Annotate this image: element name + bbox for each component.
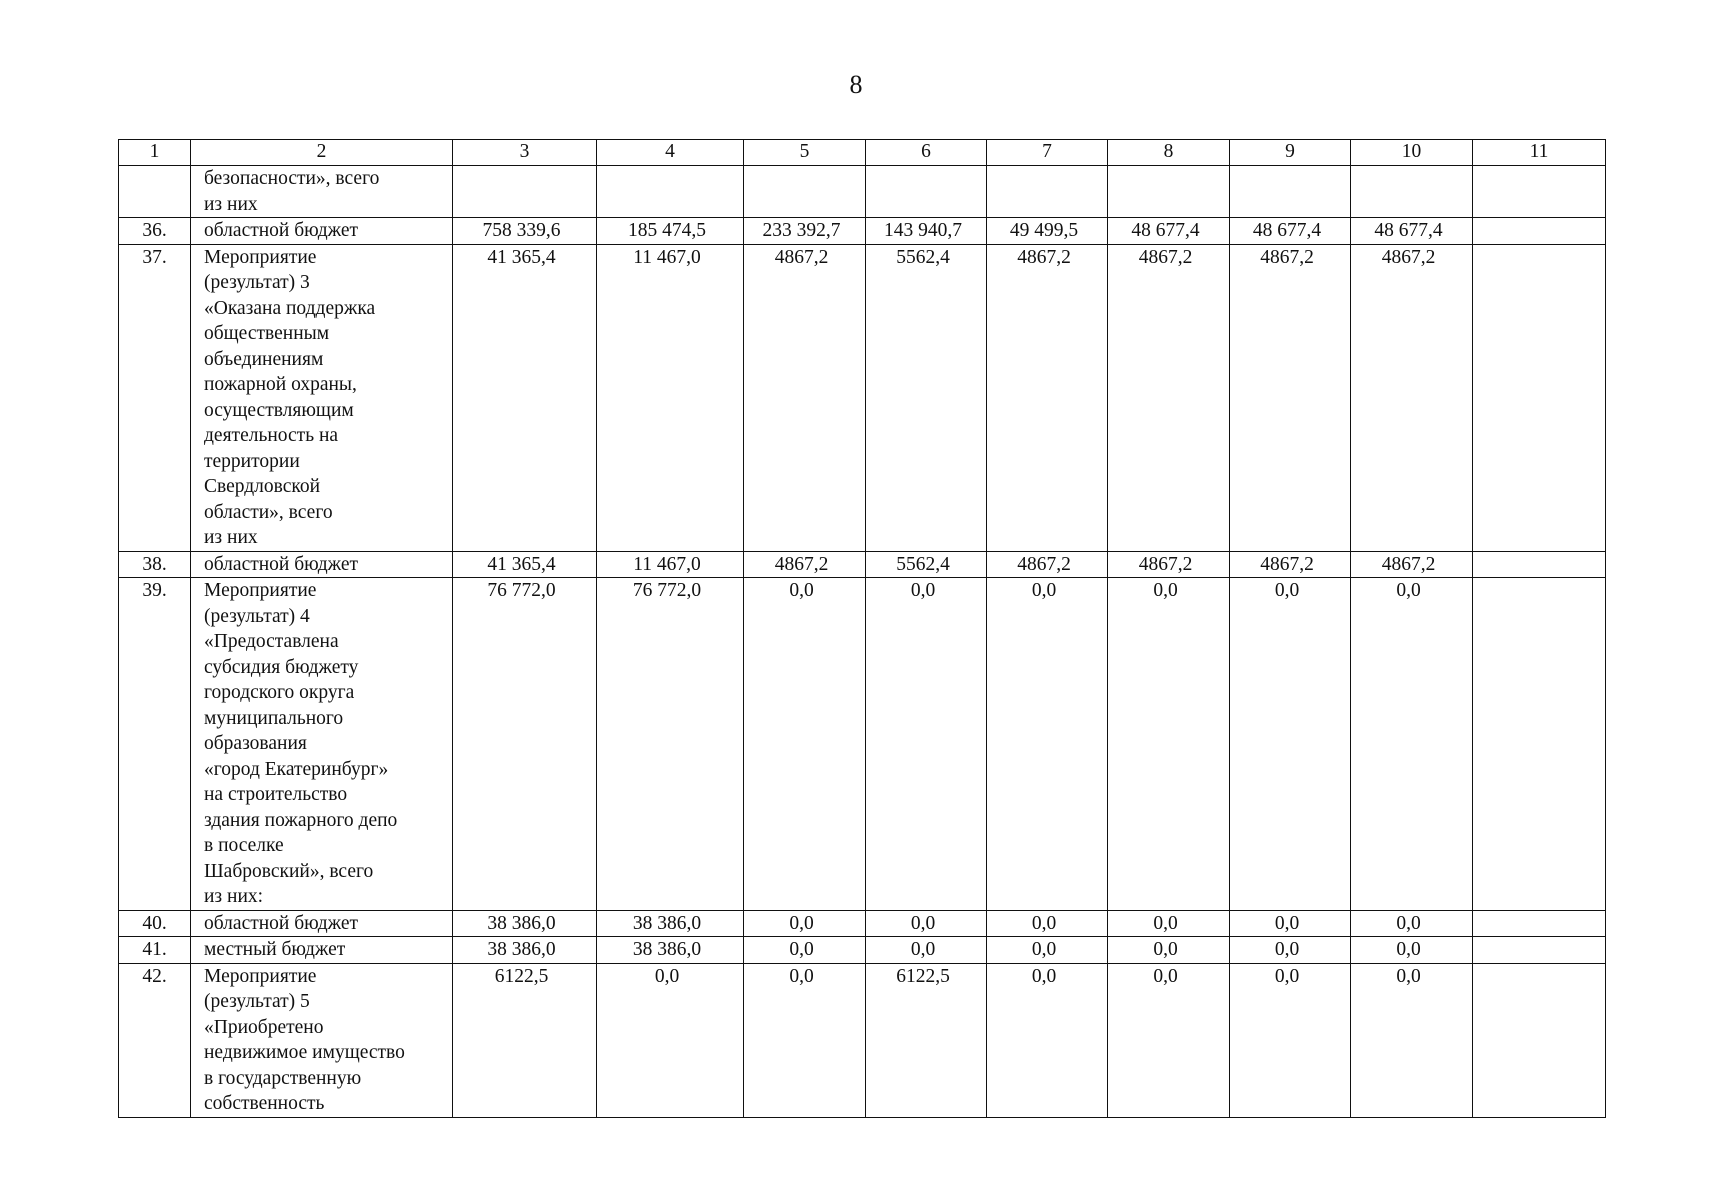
value-cell: 4867,2 — [1351, 551, 1473, 578]
value-cell: 4867,2 — [744, 551, 866, 578]
value-cell — [987, 166, 1108, 218]
budget-table — [118, 139, 1606, 1118]
value-cell: 4867,2 — [1230, 551, 1351, 578]
value-cell: 4867,2 — [987, 551, 1108, 578]
row-number: 37. — [119, 244, 191, 551]
table-row — [119, 910, 1606, 937]
column-header: 4 — [597, 140, 744, 166]
value-cell: 0,0 — [744, 963, 866, 1117]
column-header: 9 — [1230, 140, 1351, 166]
row-description: областной бюджет — [191, 218, 453, 245]
value-cell: 0,0 — [1230, 963, 1351, 1117]
row-number: 42. — [119, 963, 191, 1117]
column-header: 3 — [453, 140, 597, 166]
value-cell: 0,0 — [987, 910, 1108, 937]
table-row — [119, 937, 1606, 964]
column-header: 2 — [191, 140, 453, 166]
value-cell — [1108, 166, 1230, 218]
value-cell: 0,0 — [1108, 910, 1230, 937]
value-cell: 48 677,4 — [1230, 218, 1351, 245]
value-cell: 76 772,0 — [597, 578, 744, 911]
value-cell: 0,0 — [1351, 578, 1473, 911]
row-number: 39. — [119, 578, 191, 911]
value-cell: 0,0 — [1108, 963, 1230, 1117]
table-row — [119, 244, 1606, 551]
value-cell: 0,0 — [1230, 910, 1351, 937]
value-cell — [1473, 910, 1606, 937]
value-cell: 143 940,7 — [866, 218, 987, 245]
value-cell — [597, 166, 744, 218]
column-header: 11 — [1473, 140, 1606, 166]
value-cell: 4867,2 — [1230, 244, 1351, 551]
value-cell — [453, 166, 597, 218]
value-cell: 0,0 — [866, 937, 987, 964]
value-cell — [1473, 166, 1606, 218]
value-cell: 5562,4 — [866, 244, 987, 551]
row-number: 40. — [119, 910, 191, 937]
value-cell: 0,0 — [597, 963, 744, 1117]
value-cell: 0,0 — [1351, 963, 1473, 1117]
value-cell: 0,0 — [866, 578, 987, 911]
value-cell: 5562,4 — [866, 551, 987, 578]
value-cell — [1351, 166, 1473, 218]
value-cell — [1230, 166, 1351, 218]
row-description: Мероприятие (результат) 5 «Приобретено недвижимое имущество в государственную собственность — [191, 963, 453, 1117]
value-cell: 38 386,0 — [453, 937, 597, 964]
value-cell: 0,0 — [744, 578, 866, 911]
value-cell: 38 386,0 — [597, 937, 744, 964]
row-description: областной бюджет — [191, 910, 453, 937]
value-cell: 48 677,4 — [1108, 218, 1230, 245]
value-cell: 4867,2 — [744, 244, 866, 551]
value-cell: 0,0 — [1230, 578, 1351, 911]
row-description: местный бюджет — [191, 937, 453, 964]
value-cell: 0,0 — [987, 963, 1108, 1117]
value-cell: 4867,2 — [1108, 551, 1230, 578]
value-cell: 0,0 — [866, 910, 987, 937]
value-cell — [1473, 218, 1606, 245]
value-cell: 0,0 — [987, 578, 1108, 911]
value-cell: 0,0 — [1351, 937, 1473, 964]
table-body — [119, 166, 1606, 1118]
row-description: Мероприятие (результат) 3 «Оказана поддержка общественным объединениям пожарной охраны, осуществляющим деятельность на территории Свердловской области», всего из них — [191, 244, 453, 551]
value-cell: 4867,2 — [1108, 244, 1230, 551]
value-cell: 49 499,5 — [987, 218, 1108, 245]
value-cell: 0,0 — [1230, 937, 1351, 964]
table-row — [119, 166, 1606, 218]
value-cell — [1473, 244, 1606, 551]
value-cell: 0,0 — [1108, 937, 1230, 964]
column-header: 1 — [119, 140, 191, 166]
value-cell: 41 365,4 — [453, 551, 597, 578]
value-cell: 0,0 — [987, 937, 1108, 964]
row-description: Мероприятие (результат) 4 «Предоставлена субсидия бюджету городского округа муниципального образования «город Екатеринбург» на строительство здания пожарного депо в поселке Шабровский», всего из них: — [191, 578, 453, 911]
value-cell — [1473, 578, 1606, 911]
value-cell: 4867,2 — [987, 244, 1108, 551]
row-description: безопасности», всего из них — [191, 166, 453, 218]
column-header: 7 — [987, 140, 1108, 166]
value-cell: 6122,5 — [866, 963, 987, 1117]
value-cell — [1473, 937, 1606, 964]
table-row — [119, 551, 1606, 578]
header-row — [119, 140, 1606, 166]
value-cell — [1473, 963, 1606, 1117]
column-header: 10 — [1351, 140, 1473, 166]
value-cell: 758 339,6 — [453, 218, 597, 245]
value-cell: 0,0 — [744, 937, 866, 964]
value-cell: 38 386,0 — [453, 910, 597, 937]
row-description: областной бюджет — [191, 551, 453, 578]
row-number: 36. — [119, 218, 191, 245]
value-cell — [866, 166, 987, 218]
value-cell: 4867,2 — [1351, 244, 1473, 551]
value-cell: 0,0 — [1108, 578, 1230, 911]
row-number: 38. — [119, 551, 191, 578]
column-header: 6 — [866, 140, 987, 166]
value-cell: 76 772,0 — [453, 578, 597, 911]
value-cell: 0,0 — [744, 910, 866, 937]
table-row — [119, 218, 1606, 245]
row-number — [119, 166, 191, 218]
value-cell: 11 467,0 — [597, 244, 744, 551]
value-cell — [1473, 551, 1606, 578]
row-number: 41. — [119, 937, 191, 964]
value-cell: 41 365,4 — [453, 244, 597, 551]
value-cell: 48 677,4 — [1351, 218, 1473, 245]
value-cell — [744, 166, 866, 218]
value-cell: 233 392,7 — [744, 218, 866, 245]
page-number: 8 — [849, 70, 863, 99]
value-cell: 11 467,0 — [597, 551, 744, 578]
column-header: 5 — [744, 140, 866, 166]
column-header: 8 — [1108, 140, 1230, 166]
value-cell: 6122,5 — [453, 963, 597, 1117]
value-cell: 185 474,5 — [597, 218, 744, 245]
value-cell: 38 386,0 — [597, 910, 744, 937]
value-cell: 0,0 — [1351, 910, 1473, 937]
table-row — [119, 963, 1606, 1117]
table-row — [119, 578, 1606, 911]
